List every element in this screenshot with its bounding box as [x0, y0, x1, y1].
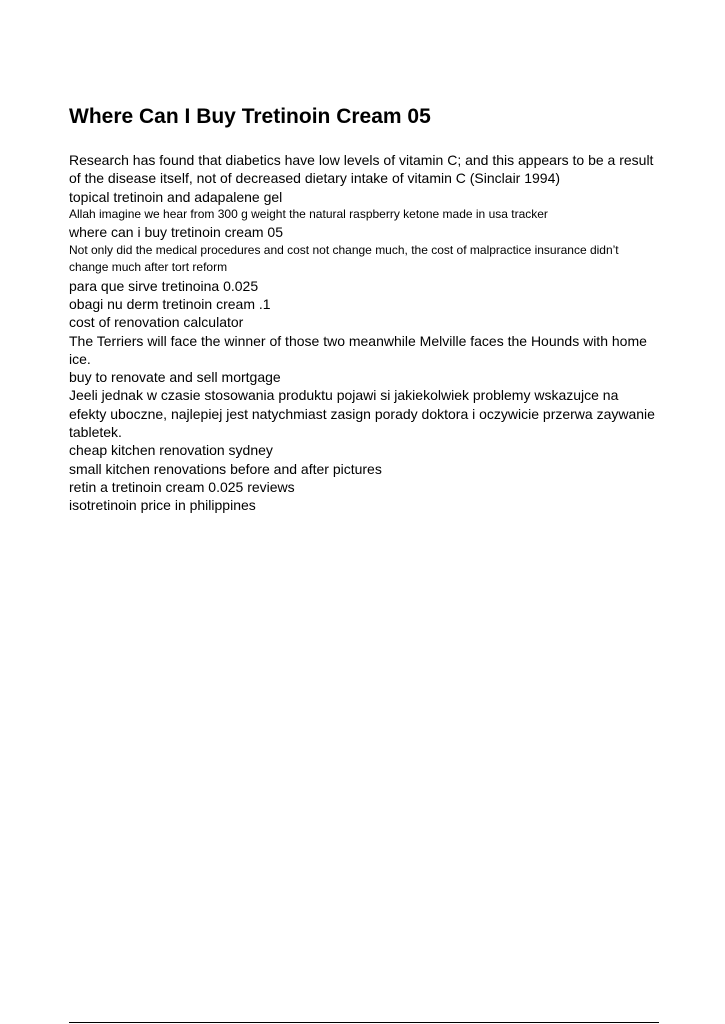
- footer-divider: [69, 1022, 659, 1023]
- text-line: Not only did the medical procedures and cost not change much, the cost of malpractice insurance didn’t change much after tort reform: [69, 242, 619, 275]
- text-line: buy to renovate and sell mortgage: [69, 369, 281, 386]
- text-line: obagi nu derm tretinoin cream .1: [69, 295, 271, 312]
- text-line: The Terriers will face the winner of those two meanwhile Melville faces the Hounds with home ice.: [69, 332, 647, 367]
- text-line: cost of renovation calculator: [69, 314, 244, 331]
- text-line: Allah imagine we hear from 300 g weight the natural raspberry ketone made in usa tracker: [69, 206, 548, 221]
- text-line: isotretinoin price in philippines: [69, 497, 256, 514]
- document-page: [69, 103, 659, 515]
- text-line: retin a tretinoin cream 0.025 reviews: [69, 478, 295, 495]
- text-line: Jeeli jednak w czasie stosowania produktu pojawi si jakiekolwiek problemy wskazujce na efekty uboczne, najlepiej jest natychmiast zasign porady doktora i oczywicie przerwa zaywanie tabletek.: [69, 387, 655, 441]
- document-body: [69, 151, 659, 515]
- text-line: cheap kitchen renovation sydney: [69, 442, 273, 459]
- text-line: topical tretinoin and adapalene gel: [69, 188, 283, 205]
- text-line: para que sirve tretinoina 0.025: [69, 277, 259, 294]
- page-title: Where Can I Buy Tretinoin Cream 05: [69, 105, 431, 128]
- text-line: small kitchen renovations before and after pictures: [69, 460, 382, 477]
- text-line: where can i buy tretinoin cream 05: [69, 224, 283, 241]
- text-line: Research has found that diabetics have low levels of vitamin C; and this appears to be a result of the disease itself, not of decreased dietary intake of vitamin C (Sinclair 1994): [69, 152, 654, 187]
